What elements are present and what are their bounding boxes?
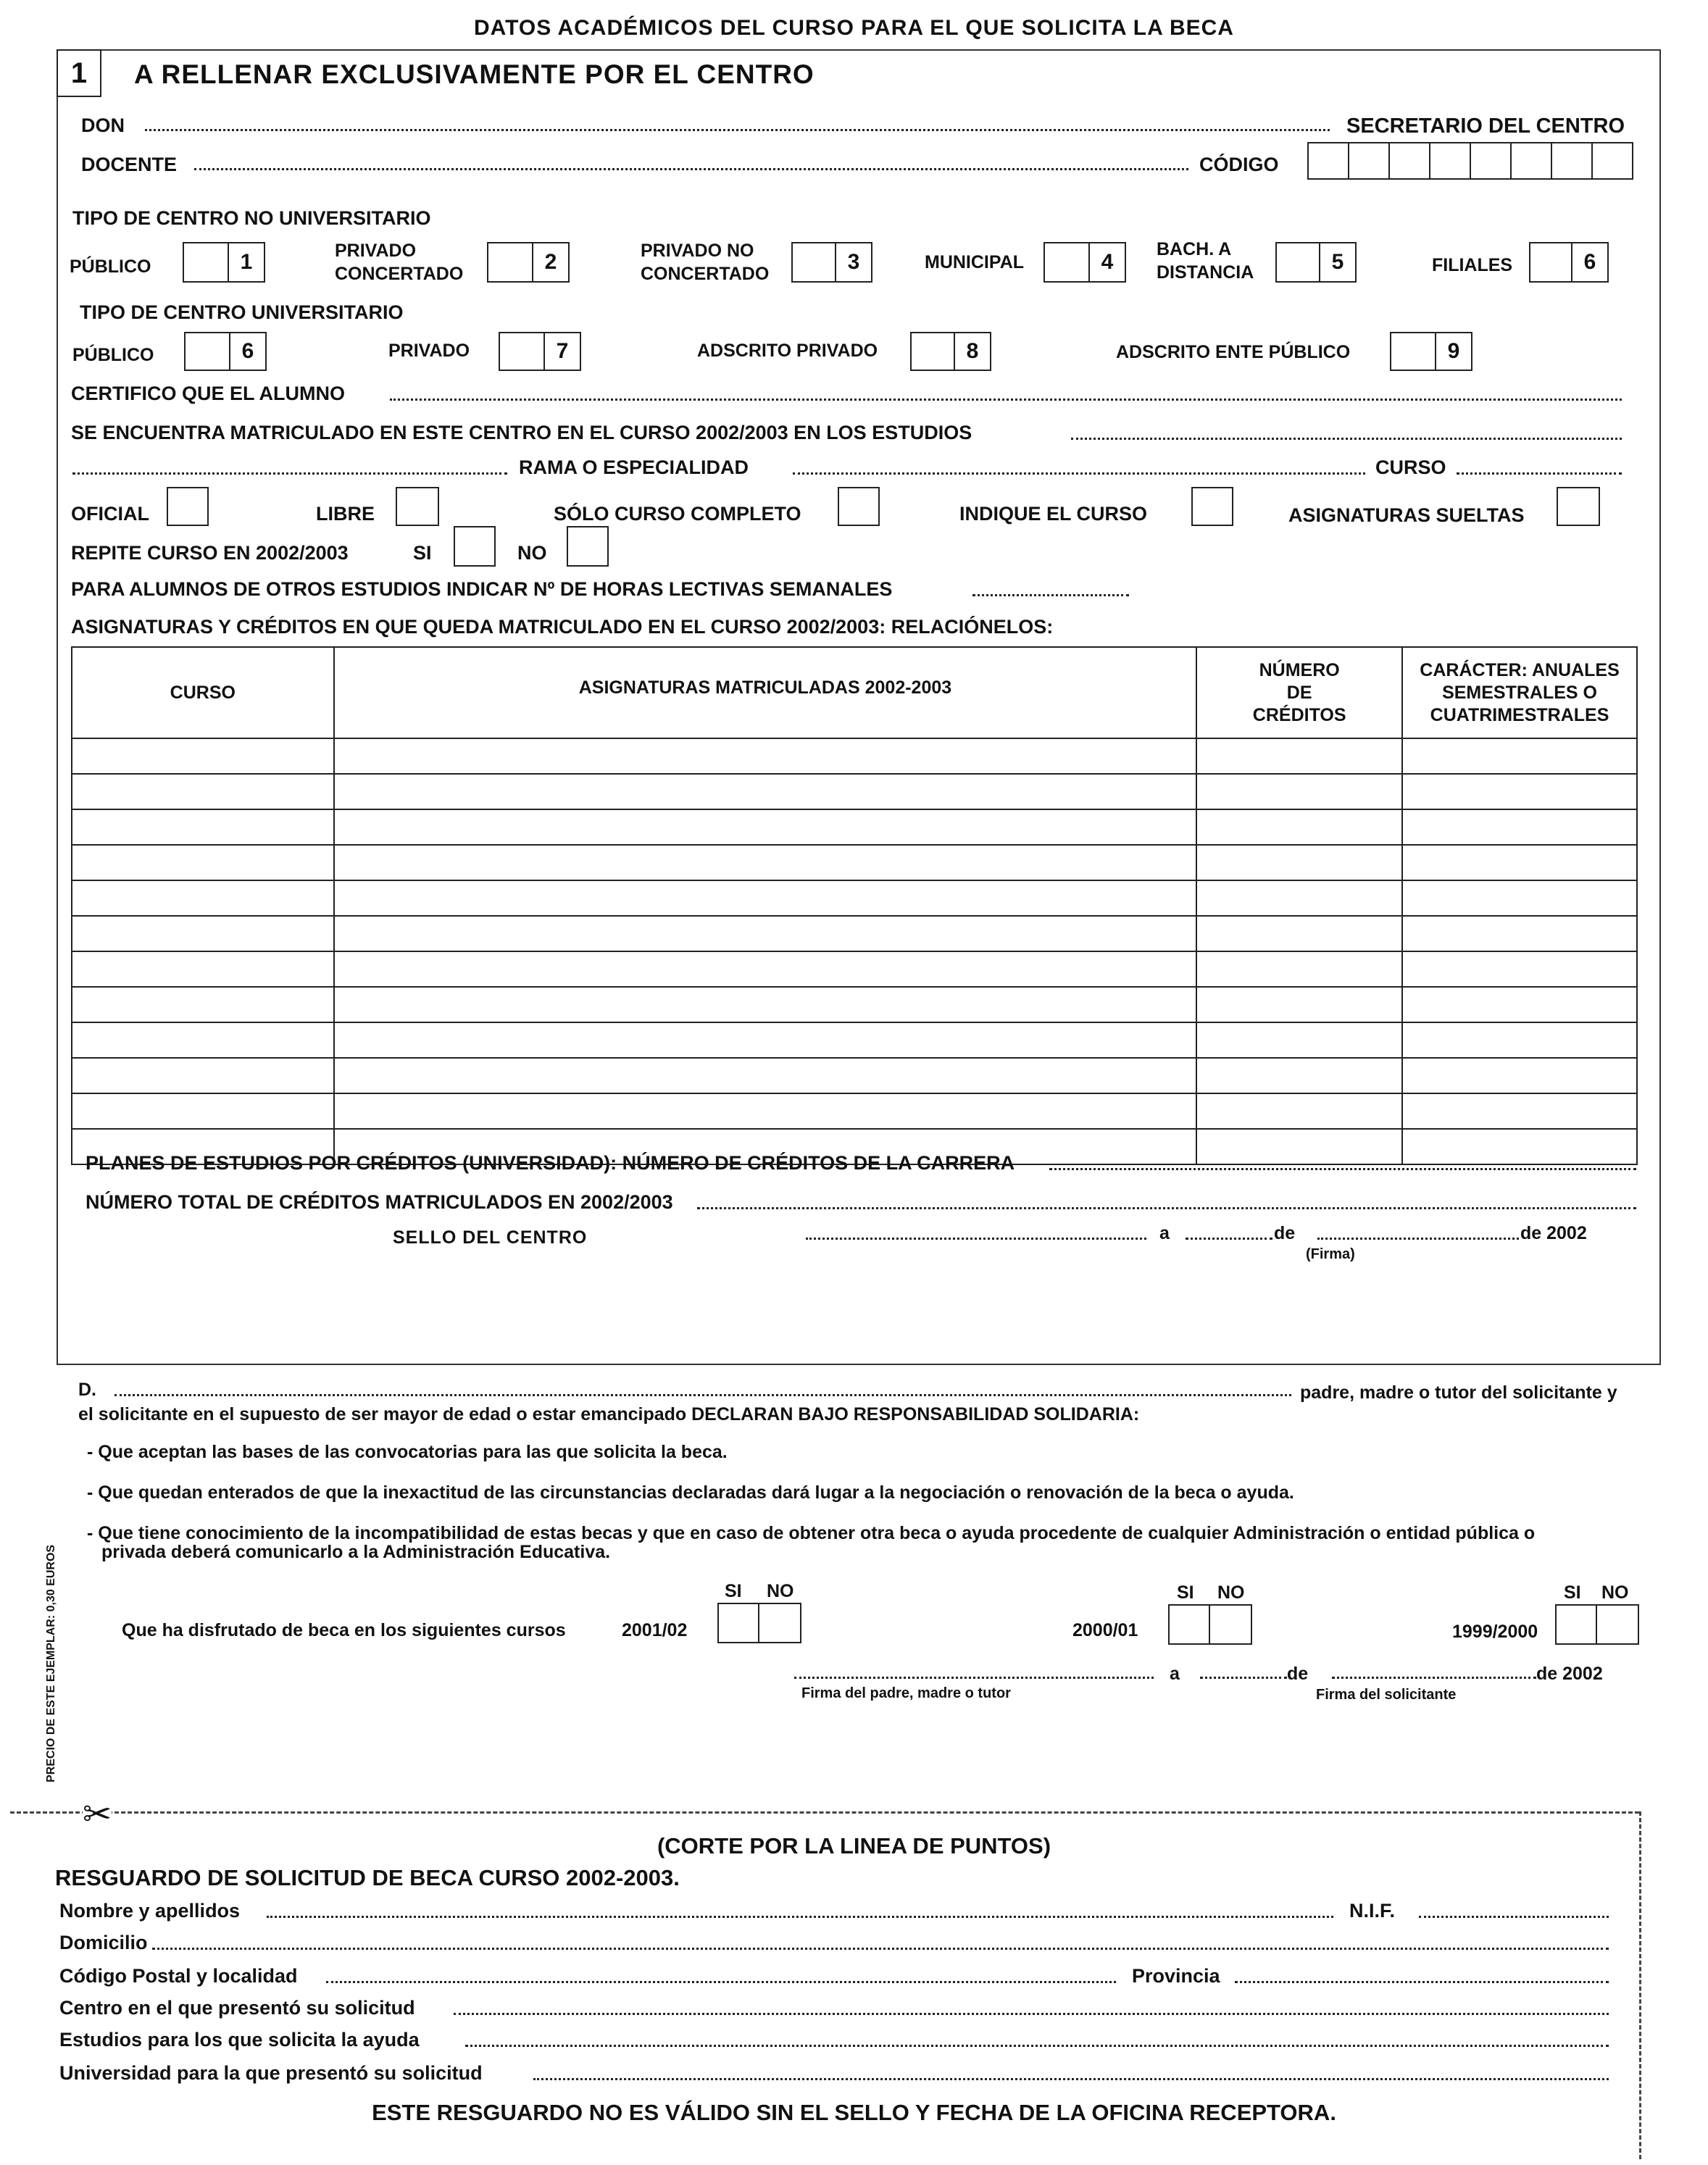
repite-si-label: SI (413, 542, 432, 564)
table-cell[interactable] (1196, 809, 1402, 845)
decl-month-field[interactable] (1332, 1677, 1536, 1679)
table-cell[interactable] (1402, 1093, 1637, 1129)
table-cell[interactable] (1402, 987, 1637, 1022)
univ-option-1-box[interactable] (184, 332, 267, 371)
firma-label: (Firma) (1306, 1246, 1355, 1262)
table-cell[interactable] (72, 916, 334, 951)
table-cell[interactable] (334, 845, 1197, 880)
receipt-estudios-field[interactable] (465, 2045, 1609, 2047)
table-cell[interactable] (1196, 1058, 1402, 1093)
planes-field[interactable] (1049, 1168, 1636, 1170)
receipt-universidad-field[interactable] (533, 2078, 1609, 2080)
indique-curso-label: INDIQUE EL CURSO (959, 503, 1148, 525)
table-row (72, 1093, 1637, 1129)
no-univ-option-3-label1: PRIVADO NO (641, 241, 754, 261)
repite-no-checkbox[interactable] (567, 526, 609, 567)
decl-bullet-1: - Que aceptan las bases de las convocatorias para las que solicita la beca. (87, 1442, 728, 1462)
receipt-provincia-label: Provincia (1132, 1965, 1220, 1987)
libre-label: LIBRE (316, 503, 375, 525)
table-cell[interactable] (334, 738, 1197, 774)
no-univ-option-1-box[interactable] (183, 242, 265, 283)
table-cell[interactable] (334, 1093, 1197, 1129)
receipt-nombre-field[interactable] (267, 1916, 1333, 1918)
decl-line2: el solicitante en el supuesto de ser mayor de edad o estar emancipado DECLARAN BAJO RESPONSABILIDAD SOLIDARIA: (78, 1404, 1140, 1424)
oficial-label: OFICIAL (71, 503, 149, 525)
table-cell[interactable] (72, 1093, 334, 1129)
no-univ-option-2-num: 2 (532, 243, 568, 281)
table-header-asignaturas: ASIGNATURAS MATRICULADAS 2002-2003 (334, 647, 1197, 738)
sello-de-label: de (1274, 1223, 1296, 1243)
table-header-caracter (1402, 647, 1637, 738)
no-univ-option-1-num: 1 (228, 243, 264, 281)
cut-label: (CORTE POR LA LINEA DE PUNTOS) (657, 1833, 1051, 1859)
table-cell[interactable] (1196, 880, 1402, 916)
table-cell[interactable] (1402, 1022, 1637, 1058)
decl-d-label: D. (78, 1380, 96, 1400)
no-univ-option-4-num: 4 (1088, 243, 1125, 281)
table-cell[interactable] (72, 1022, 334, 1058)
year-2-no-checkbox[interactable] (1210, 1606, 1251, 1643)
alumno-field[interactable] (390, 399, 1622, 401)
table-cell[interactable] (334, 916, 1197, 951)
no-univ-option-4-label: MUNICIPAL (925, 252, 1025, 272)
univ-option-1-num: 6 (229, 333, 265, 370)
year-2-label: 2000/01 (1072, 1620, 1138, 1640)
table-cell[interactable] (1196, 774, 1402, 809)
table-row (72, 1058, 1637, 1093)
decl-padre-label: padre, madre o tutor del solicitante y (1300, 1382, 1617, 1403)
year-1-label: 2001/02 (622, 1620, 688, 1640)
planes-label: PLANES DE ESTUDIOS POR CRÉDITOS (UNIVERSIDAD): NÚMERO DE CRÉDITOS DE LA CARRERA (86, 1152, 1015, 1174)
scissors-icon: ✂ (83, 1795, 112, 1834)
table-cell[interactable] (334, 880, 1197, 916)
table-cell[interactable] (334, 1058, 1197, 1093)
receipt-universidad-label: Universidad para la que presentó su solicitud (59, 2062, 483, 2084)
table-header-creditos (1196, 647, 1402, 738)
no-univ-option-2-label2: CONCERTADO (335, 264, 464, 284)
no-univ-option-6-label: FILIALES (1432, 255, 1513, 275)
matriculado-label: SE ENCUENTRA MATRICULADO EN ESTE CENTRO EN EL CURSO 2002/2003 EN LOS ESTUDIOS (71, 422, 972, 443)
decl-de-label: de (1287, 1664, 1309, 1684)
year-3-no-checkbox[interactable] (1597, 1606, 1638, 1643)
table-cell[interactable] (72, 951, 334, 987)
no-univ-option-3-num: 3 (835, 243, 871, 281)
sello-label: SELLO DEL CENTRO (393, 1227, 588, 1248)
table-cell[interactable] (1402, 774, 1637, 809)
solo-curso-label: SÓLO CURSO COMPLETO (554, 503, 801, 525)
table-row (72, 738, 1637, 774)
decl-place-field[interactable] (794, 1677, 1154, 1679)
sello-year-label: de 2002 (1520, 1223, 1587, 1243)
table-cell[interactable] (72, 880, 334, 916)
table-row (72, 880, 1637, 916)
table-cell[interactable] (1196, 916, 1402, 951)
univ-option-4-num: 9 (1435, 333, 1471, 370)
si-header-3: SI (1564, 1582, 1581, 1603)
repite-no-label: NO (517, 542, 547, 564)
libre-checkbox[interactable] (396, 487, 439, 526)
table-header-caracter-line3: CUATRIMESTRALES (1430, 704, 1609, 725)
table-cell[interactable] (334, 951, 1197, 987)
year-1-si-no-boxes[interactable] (717, 1603, 801, 1643)
univ-option-1-label: PÚBLICO (72, 345, 154, 365)
table-cell[interactable] (72, 738, 334, 774)
table-cell[interactable] (1402, 880, 1637, 916)
table-cell[interactable] (334, 987, 1197, 1022)
receipt-footer: ESTE RESGUARDO NO ES VÁLIDO SIN EL SELLO Y FECHA DE LA OFICINA RECEPTORA. (372, 2100, 1336, 2125)
year-3-si-no-boxes[interactable] (1555, 1604, 1639, 1645)
year-1-no-checkbox[interactable] (759, 1604, 800, 1642)
sello-a-label: a (1159, 1223, 1170, 1243)
section-number-box (57, 49, 101, 97)
docente-label: DOCENTE (81, 154, 178, 175)
table-header-curso: CURSO (72, 647, 334, 738)
document-title: DATOS ACADÉMICOS DEL CURSO PARA EL QUE SOLICITA LA BECA (474, 16, 1234, 40)
repite-si-checkbox[interactable] (454, 526, 496, 567)
certifico-label: CERTIFICO QUE EL ALUMNO (71, 383, 345, 404)
univ-option-3-num: 8 (954, 333, 990, 370)
table-header-caracter-line1: CARÁCTER: ANUALES (1420, 659, 1620, 680)
asignaturas-sueltas-label: ASIGNATURAS SUELTAS (1288, 504, 1525, 526)
no-univ-option-6-box[interactable] (1529, 242, 1609, 283)
decl-year-label: de 2002 (1536, 1664, 1603, 1684)
asignaturas-title: ASIGNATURAS Y CRÉDITOS EN QUE QUEDA MATRICULADO EN EL CURSO 2002/2003: RELACIÓNELOS: (71, 616, 1054, 638)
year-3-label: 1999/2000 (1452, 1622, 1538, 1642)
table-row (72, 809, 1637, 845)
table-cell[interactable] (1196, 1129, 1402, 1164)
table-body (72, 738, 1637, 1164)
table-cell[interactable] (1402, 809, 1637, 845)
sello-day-field[interactable] (1186, 1238, 1272, 1240)
no-univ-option-5-label2: DISTANCIA (1157, 262, 1254, 283)
table-cell[interactable] (334, 809, 1197, 845)
no-univ-option-1-label: PÚBLICO (70, 256, 151, 277)
table-cell[interactable] (1402, 1129, 1637, 1164)
firma-padre-label: Firma del padre, madre o tutor (801, 1685, 1011, 1701)
univ-option-4-label: ADSCRITO ENTE PÚBLICO (1116, 342, 1351, 362)
table-cell[interactable] (1196, 951, 1402, 987)
no-header-3: NO (1601, 1582, 1629, 1603)
table-row (72, 774, 1637, 809)
table-cell[interactable] (1402, 1058, 1637, 1093)
table-cell[interactable] (1402, 845, 1637, 880)
table-cell[interactable] (1402, 738, 1637, 774)
univ-option-2-box[interactable] (499, 332, 581, 371)
table-cell[interactable] (1196, 987, 1402, 1022)
receipt-domicilio-label: Domicilio (59, 1932, 148, 1953)
table-cell[interactable] (1196, 1093, 1402, 1129)
indique-curso-checkbox[interactable] (1191, 487, 1233, 526)
table-row (72, 845, 1637, 880)
si-header-1: SI (725, 1581, 742, 1601)
table-header-creditos-line1: NÚMERO (1259, 659, 1340, 680)
univ-option-4-box[interactable] (1390, 332, 1472, 371)
table-cell[interactable] (334, 1022, 1197, 1058)
table-row (72, 951, 1637, 987)
table-row (72, 1022, 1637, 1058)
year-3-si-checkbox[interactable] (1557, 1606, 1597, 1643)
univ-option-2-label: PRIVADO (388, 341, 470, 361)
docente-field[interactable] (194, 168, 1188, 170)
rama-field[interactable] (793, 472, 1365, 475)
no-univ-option-3-label2: CONCERTADO (641, 264, 770, 284)
total-creditos-field[interactable] (697, 1207, 1636, 1209)
no-univ-option-5-box[interactable] (1275, 242, 1357, 283)
cut-line (10, 1811, 1639, 1814)
no-univ-option-6-num: 6 (1571, 243, 1607, 281)
table-cell[interactable] (72, 1058, 334, 1093)
table-cell[interactable] (72, 809, 334, 845)
table-cell[interactable] (334, 774, 1197, 809)
table-cell[interactable] (1196, 738, 1402, 774)
estudios-field[interactable] (1071, 438, 1622, 440)
receipt-title: RESGUARDO DE SOLICITUD DE BECA CURSO 2002-2003. (55, 1865, 680, 1890)
decl-bullet-2: - Que quedan enterados de que la inexactitud de las circunstancias declaradas dará lugar a la negociación o renovación de la beca o ayuda. (87, 1482, 1294, 1503)
receipt-provincia-field[interactable] (1235, 1981, 1609, 1983)
section-number: 1 (70, 57, 88, 89)
asignaturas-table (71, 646, 1638, 1165)
codigo-label: CÓDIGO (1199, 154, 1279, 175)
decl-a-label: a (1170, 1664, 1180, 1684)
table-cell[interactable] (1196, 845, 1402, 880)
decl-bullet-3a: - Que tiene conocimiento de la incompatibilidad de estas becas y que en caso de obtener otra beca o ayuda procedente de cualquier Administración o entidad pública o (87, 1523, 1536, 1543)
total-creditos-label: NÚMERO TOTAL DE CRÉDITOS MATRICULADOS EN 2002/2003 (86, 1191, 673, 1213)
receipt-nif-field[interactable] (1419, 1916, 1609, 1918)
no-univ-option-3-box[interactable] (791, 242, 872, 283)
asignaturas-sueltas-checkbox[interactable] (1557, 487, 1600, 526)
receipt-cp-label: Código Postal y localidad (59, 1965, 298, 1987)
year-2-si-no-boxes[interactable] (1168, 1604, 1252, 1645)
disfrutado-label: Que ha disfrutado de beca en los siguientes cursos (122, 1620, 566, 1640)
si-header-2: SI (1177, 1582, 1194, 1603)
don-field[interactable] (145, 129, 1330, 131)
estudios-field-cont[interactable] (72, 472, 507, 475)
univ-option-3-label: ADSCRITO PRIVADO (697, 341, 878, 361)
curso-label: CURSO (1375, 456, 1446, 478)
receipt-cp-field[interactable] (326, 1981, 1116, 1983)
year-1-si-checkbox[interactable] (719, 1604, 759, 1642)
table-cell[interactable] (72, 987, 334, 1022)
no-header-1: NO (767, 1581, 794, 1601)
receipt-centro-label: Centro en el que presentó su solicitud (59, 1997, 415, 2019)
receipt-nombre-label: Nombre y apellidos (59, 1900, 241, 1922)
no-univ-option-2-label1: PRIVADO (335, 241, 417, 261)
codigo-boxes[interactable] (1307, 142, 1633, 180)
univ-title: TIPO DE CENTRO UNIVERSITARIO (80, 301, 404, 323)
univ-option-3-box[interactable] (910, 332, 991, 371)
no-univ-title: TIPO DE CENTRO NO UNIVERSITARIO (72, 207, 431, 229)
solo-curso-checkbox[interactable] (838, 487, 880, 526)
table-cell[interactable] (1402, 916, 1637, 951)
secretario-label: SECRETARIO DEL CENTRO (1346, 114, 1625, 138)
sello-place-field[interactable] (806, 1238, 1146, 1240)
no-univ-option-5-label1: BACH. A (1157, 239, 1232, 259)
table-row (72, 916, 1637, 951)
curso-field[interactable] (1457, 472, 1622, 475)
table-row (72, 987, 1637, 1022)
year-2-si-checkbox[interactable] (1170, 1606, 1210, 1643)
horas-field[interactable] (972, 594, 1129, 596)
decl-day-field[interactable] (1200, 1677, 1287, 1679)
repite-label: REPITE CURSO EN 2002/2003 (71, 542, 349, 564)
no-univ-option-4-box[interactable] (1043, 242, 1126, 283)
table-cell[interactable] (1402, 951, 1637, 987)
decl-bullet-3b: privada deberá comunicarlo a la Administración Educativa. (101, 1542, 611, 1562)
table-cell[interactable] (72, 774, 334, 809)
don-label: DON (81, 114, 125, 136)
decl-name-field[interactable] (114, 1394, 1291, 1396)
table-cell[interactable] (72, 845, 334, 880)
no-univ-option-5-num: 5 (1319, 243, 1355, 281)
price-side-text: PRECIO DE ESTE EJEMPLAR: 0,30 EUROS (45, 1544, 57, 1782)
univ-option-2-num: 7 (543, 333, 580, 370)
table-header-caracter-line2: SEMESTRALES O (1442, 682, 1597, 703)
oficial-checkbox[interactable] (167, 487, 209, 526)
table-header-creditos-line3: CRÉDITOS (1252, 704, 1346, 725)
sello-month-field[interactable] (1317, 1238, 1519, 1240)
receipt-centro-field[interactable] (454, 2013, 1609, 2015)
horas-label: PARA ALUMNOS DE OTROS ESTUDIOS INDICAR Nº DE HORAS LECTIVAS SEMANALES (71, 578, 893, 600)
firma-solicitante-label: Firma del solicitante (1316, 1687, 1457, 1703)
no-univ-option-2-box[interactable] (487, 242, 570, 283)
rama-label: RAMA O ESPECIALIDAD (519, 456, 749, 478)
receipt-estudios-label: Estudios para los que solicita la ayuda (59, 2029, 420, 2051)
no-header-2: NO (1217, 1582, 1245, 1603)
receipt-domicilio-field[interactable] (152, 1948, 1609, 1950)
receipt-nif-label: N.I.F. (1349, 1900, 1396, 1922)
table-header-creditos-line2: DE (1286, 682, 1312, 703)
section-title: A RELLENAR EXCLUSIVAMENTE POR EL CENTRO (134, 59, 815, 89)
table-cell[interactable] (1196, 1022, 1402, 1058)
